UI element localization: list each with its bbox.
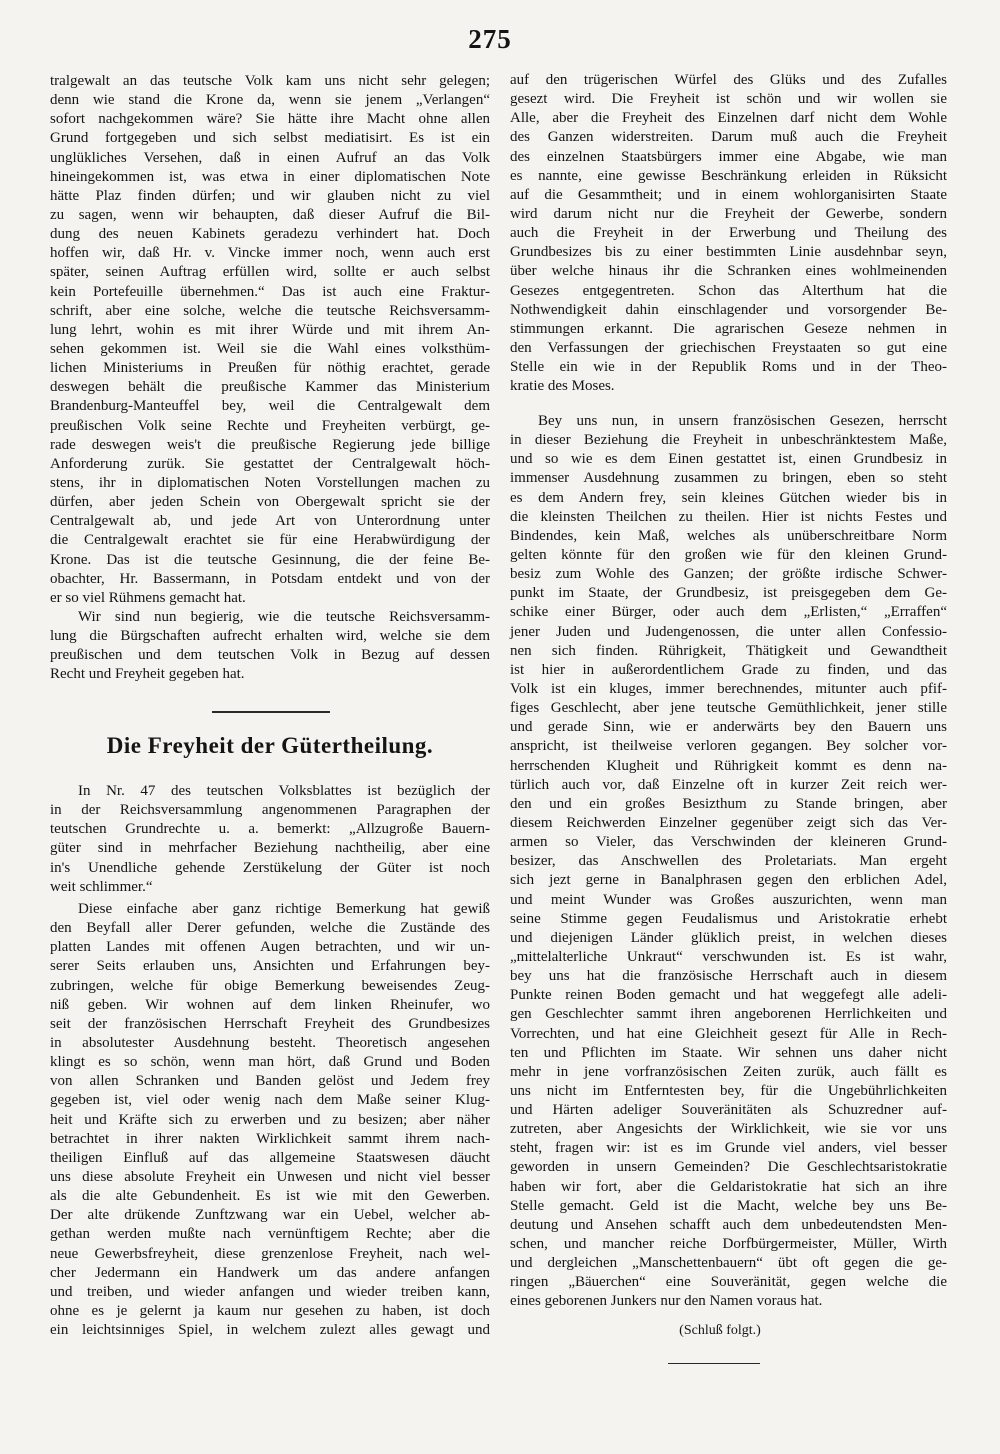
text-line: Gesezes entgegentreten. Schon das Alterthum hat die <box>510 282 947 299</box>
text-line: eines geborenen Junkers nur den Namen voraus hat. <box>510 1293 823 1310</box>
text-line: den und ein großes Besizthum zu Stande bringen, aber <box>510 795 947 812</box>
text-line: lung die Bürgschaften aufrecht erhalten wird, welche sie dem <box>50 628 490 645</box>
text-line: Anforderung zurük. Sie gestattet der Centralgewalt höch- <box>50 455 490 472</box>
text-line: herrschenden Klugheit und Rührigkeit kommt es denn na- <box>510 757 947 774</box>
text-line: uns diese absolute Freyheit ein Unwesen und nicht viel besser <box>50 1168 490 1185</box>
article-paragraph <box>510 412 947 1312</box>
text-line: und dergleichen „Manschettenbauern“ übt oft gegen die ge- <box>510 1255 947 1272</box>
text-line: punkt im Staate, der Grundbesiz, ist preisgegeben dem Ge- <box>510 585 947 602</box>
text-line: preußischen Volk seine Rechte und Freyheiten verbürgt, ge- <box>50 417 490 434</box>
text-line: uns nicht im Entferntesten bey, für die Ungebührlichkeiten <box>510 1082 947 1099</box>
text-line: nen sich finden. Rührigkeit, Thätigkeit und Gewandtheit <box>510 642 947 659</box>
text-line: Recht und Freyheit gegeben hat. <box>50 666 245 683</box>
text-line: Wir sind nun begierig, wie die teutsche Reichsversamm- <box>78 608 490 625</box>
text-line: platten Landes mit offenen Augen betrachten, und wir un- <box>50 939 490 956</box>
text-line: theiligen Einfluß auf das allgemeine Staatswesen däucht <box>50 1149 490 1166</box>
text-line: besizer, das Anschwellen des Proletariats. Man ergeht <box>510 853 947 870</box>
text-line: denn wie stand die Krone da, wenn sie jenem „Verlangen“ <box>50 92 490 109</box>
text-line: preußischen und dem teutschen Volk in Bezug auf dessen <box>50 647 490 664</box>
text-line: Grundbesizes bis zu einer bestimmten Linie ausdehnbar seyn, <box>510 244 947 261</box>
text-line: sich jezt gerne in Banalphrasen gegen den erblichen Adel, <box>510 872 947 889</box>
text-line: hineingekommen ist, was etwa in einer diplomatischen Note <box>50 168 490 185</box>
text-line: kein Portefeuille übernehmen.“ Das ist auch eine Fraktur- <box>50 283 490 300</box>
text-line: neue Gewerbsfreyheit, diese grenzenlose Freyheit, nach wel- <box>50 1245 490 1262</box>
text-line: haben wir fort, aber die Geldaristokratie hat sich an ihre <box>510 1178 947 1195</box>
text-line: unglükliches Versehen, daß in einen Aufruf an das Volk <box>50 149 490 166</box>
text-line: armen so Vieler, das Verschwinden der kleineren Grund- <box>510 834 947 851</box>
text-line: von allen Schranken und Banden gelöst und Jedem frey <box>50 1073 490 1090</box>
text-line: jener Juden und Judengenossen, die unter allen Confessio- <box>510 623 947 640</box>
text-line: rade deswegen weis't die preußische Regierung jede billige <box>50 436 490 453</box>
text-line: teutschen Grundrechte u. a. bemerkt: „Allzugroße Bauern- <box>50 821 490 838</box>
text-line: geworden in unsern Gemeinden? Die Geschlechtsaristokratie <box>510 1159 947 1176</box>
text-line: später, seinen Auftrag erfüllen wird, sollte er auch selbst <box>50 264 490 281</box>
text-line: es nannte, eine gewisse Beschränkung erleiden in Rüksicht <box>510 167 947 184</box>
text-line: immenser Ausdehnung zusammen zu bringen, eben so steht <box>510 470 947 487</box>
text-line: ist hier in außerordentlichem Grade zu finden, und das <box>510 661 947 678</box>
article-title: Die Freyheit der Gütertheilung. <box>106 733 434 758</box>
article-paragraph <box>50 900 490 1340</box>
text-line: und gerade Sinn, wie er anderwärts bey den Bauern uns <box>510 719 947 736</box>
text-line: sehen gekommen ist. Weil sie die Wahl eines volksthüm- <box>50 340 490 357</box>
text-line: Centralgewalt ab, und jede Art von Unterordnung unter <box>50 513 490 530</box>
text-line: über welche hinaus ihr die Schranken eines wohlmeinenden <box>510 263 947 280</box>
text-line: gesezt wird. Die Freyheit ist schön und wir wollen sie <box>510 91 947 108</box>
text-line: „mittelalterliche Unkraut“ verschwunden ist. Es ist wahr, <box>510 948 947 965</box>
text-line: hätte Plaz finden dürfen; und wir glauben nicht zu viel <box>50 187 490 204</box>
text-line: zu sagen, wenn wir behaupten, daß dieser Aufruf die Bil- <box>50 206 490 223</box>
text-line: in dieser Beziehung die Freyheit in unbeschränktestem Maße, <box>510 432 947 449</box>
text-line: in der Reichsversammlung angenommenen Paragraphen der <box>50 802 490 819</box>
text-line: auch die Freyheit in der Erwerbung und Theilung des <box>510 225 947 242</box>
text-line: in's Unendliche gehende Zerstükelung der Güter ist noch <box>50 859 490 876</box>
end-divider <box>668 1363 760 1364</box>
text-line: hoffen wir, daß Hr. v. Vincke immer noch, wenn auch erst <box>50 245 490 262</box>
text-line: ringen „Bäuerchen“ eine Souveränität, gegen welche die <box>510 1274 947 1291</box>
text-line: niß geben. Wir wohnen auf dem linken Rheinufer, wo <box>50 996 490 1013</box>
text-line: dung des neuen Kabinets geradezu verhindert hat. Doch <box>50 226 490 243</box>
text-line: und so wie es dem Einen gestattet ist, einen Grundbesiz in <box>510 451 947 468</box>
article-paragraph <box>510 71 947 396</box>
text-line: sofort nachgekommen wäre? Sie hätte ihre Macht ohne allen <box>50 111 490 128</box>
text-line: weit schlimmer.“ <box>50 878 153 895</box>
article-paragraph <box>50 782 490 897</box>
text-line: Grund fortgegeben und sich selbst mediatisirt. Es ist ein <box>50 130 490 147</box>
text-line: anspricht, ist theilweise verloren gegangen. Bey solcher vor- <box>510 738 947 755</box>
text-line: Brandenburg-Manteuffel bey, weil die Centralgewalt dem <box>50 398 490 415</box>
text-line: auf den trügerischen Würfel des Glüks und des Zufalles <box>510 72 947 88</box>
text-line: Stelle ein wie in der Republik Roms und in der Theo- <box>510 359 947 376</box>
text-line: als die alte Gebundenheit. Es ist wie mit den Gewerben. <box>50 1188 490 1205</box>
text-line: güter sind in mehrfacher Beziehung nachtheilig, aber eine <box>50 840 490 857</box>
text-line: heit und Kräfte sich zu erwerben und zu besizen; aber näher <box>50 1111 490 1128</box>
text-line: des Ganzen widerstreiten. Darum muß auch die Freyheit <box>510 129 947 146</box>
text-line: bey uns hat die französische Herrschaft auch in diesem <box>510 968 947 985</box>
text-line: Bey uns nun, in unsern französischen Gesezen, herrscht <box>538 413 947 429</box>
text-line: stens, ihr in diplomatischen Noten Vorstellungen machen zu <box>50 474 490 491</box>
text-line: seine Stimme gegen Feudalismus und Aristokratie erhebt <box>510 910 947 927</box>
text-line: deswegen behält die preußische Kammer das Ministerium <box>50 379 490 396</box>
text-line: schrift, aber eine solche, welche die teutsche Reichsversamm- <box>50 302 490 319</box>
text-line: auf die Gesammtheit; und in einem wohlorganisirten Staate <box>510 186 947 203</box>
text-line: tralgewalt an das teutsche Volk kam uns nicht sehr gelegen; <box>50 73 490 89</box>
text-line: und Härten adeliger Souveränitäten als Schuzredner auf- <box>510 1102 947 1119</box>
text-line: ohne es je gelernt ja kaum nur gesehen zu haben, ist doch <box>50 1302 490 1319</box>
text-line: es dem Andern frey, sein kleines Gütchen wieder bis in <box>510 489 947 506</box>
text-line: des einzelnen Staatsbürgers immer eine Abgabe, wie man <box>510 148 947 165</box>
text-line: klingt es so schön, wenn man hört, daß Grund und Boden <box>50 1054 490 1071</box>
text-line: lung lehrt, wohin es mit ihrer Würde und mit ihrem An- <box>50 321 490 338</box>
text-line: den Beyfall aller Derer gefunden, welche die Zustände des <box>50 920 490 937</box>
text-line: die kleinsten Theilchen zu theilen. Hier ist nichts Festes und <box>510 508 947 525</box>
text-line: gethan werden mußte nach vernünftigem Rechte; aber die <box>50 1226 490 1243</box>
continuation-note: (Schluß folgt.) <box>679 1323 761 1338</box>
text-line: seit der französischen Herrschaft Freyheit des Grundbesizes <box>50 1015 490 1032</box>
text-line: Der alte drükende Zunftzwang war ein Uebel, welcher ab- <box>50 1207 490 1224</box>
text-line: und meint Wunder was Großes auszurichten, wenn man <box>510 891 947 908</box>
text-line: dürfen, aber jeden Schein von Obergewalt spricht sie der <box>50 494 490 511</box>
text-line: deutung und Ansehen schafft auch dem unbedeutendsten Men- <box>510 1216 947 1233</box>
text-line: kratie des Moses. <box>510 378 615 395</box>
text-line: figes Geschlecht, aber jene teutsche Gemüthlichkeit, jener stille <box>510 700 947 717</box>
text-line: schen, und mancher reiche Dorfbürgermeister, Müller, Wirth <box>510 1236 947 1253</box>
text-line: Krone. Das ist die teutsche Gesinnung, die der feine Be- <box>50 551 490 568</box>
text-line: Punkte reinen Boden gemacht und hat weggefegt alle adeli- <box>510 987 947 1004</box>
text-line: den Verfassungen der griechischen Freystaaten so gut eine <box>510 339 947 356</box>
text-line: ten und Pflichten im Staate. Wir sehnen uns daher nicht <box>510 1044 947 1061</box>
section-divider <box>212 711 330 713</box>
text-line: Diese einfache aber ganz richtige Bemerkung hat gewiß <box>78 901 490 917</box>
text-line: stimmungen erkannt. Die agrarischen Geseze nehmen in <box>510 320 947 337</box>
paragraph <box>50 608 490 685</box>
text-line: Alle, aber die Freyheit des Einzelnen darf nicht dem Wohle <box>510 110 947 127</box>
text-line: zubringen, welche für obige Bemerkung beweisendes Zeug- <box>50 977 490 994</box>
text-line: Vorrechten, und hat eine Gleichheit gesezt für Alle in Rech- <box>510 1025 947 1042</box>
text-line: gelten könnte für den großen wie für den kleinen Grund- <box>510 546 947 563</box>
text-line: Bindendes, kein Maß, welches als unüberschreitbare Norm <box>510 527 947 544</box>
text-line: türlich auch vor, daß Einzelne oft in kurzer Zeit reich wer- <box>510 776 947 793</box>
text-line: ein leichtsinniges Spiel, in welchem zulezt alles gewagt und <box>50 1322 490 1339</box>
text-line: er so viel Rühmens gemacht hat. <box>50 589 246 606</box>
text-line: Volk ist ein kluges, immer berechnendes, mitunter auch pfif- <box>510 680 947 697</box>
text-line: schike einer Bürger, oder auch dem „Erlisten,“ „Erraffen“ <box>510 604 947 621</box>
text-line: gegeben ist, viel oder wenig nach dem Maße seiner Klug- <box>50 1092 490 1109</box>
text-line: und diejenigen Länder glüklich preist, in welchen dieses <box>510 929 947 946</box>
text-line: In Nr. 47 des teutschen Volksblattes ist bezüglich der <box>78 783 490 799</box>
text-line: in absolutester Ausdehnung besteht. Theoretisch angesehen <box>50 1034 490 1051</box>
text-line: betrachtet in ihrer nakten Wirklichkeit sammt ihrem nach- <box>50 1130 490 1147</box>
text-line: und treiben, und wieder anfangen und wieder treiben kann, <box>50 1283 490 1300</box>
text-line: besiz zum Wohle des Ganzen; der größte irdische Schwer- <box>510 566 947 583</box>
text-line: die Centralgewalt erachtet sie für eine Herabwürdigung der <box>50 532 490 549</box>
text-line: lichen Ministeriums in Preußen für nöthig erachtet, gerade <box>50 360 490 377</box>
page-number: 275 <box>468 24 512 54</box>
text-line: wird darum nicht nur die Freyheit der Gewerbe, sondern <box>510 205 947 222</box>
text-line: cher Jedermann ein Handwerk um das andere anfangen <box>50 1264 490 1281</box>
previous-article-text <box>50 72 490 685</box>
text-line: gen Geschlechter sammt ihren angeborenen Herrlichkeiten und <box>510 1006 947 1023</box>
text-line: Nothwendigkeit dahin einschlagender und vorsorgender Be- <box>510 301 947 318</box>
text-line: mehr in jene vorfranzösischen Zeiten zurük, auch fällt es <box>510 1063 947 1080</box>
text-line: obachter, Hr. Bassermann, in Potsdam entdekt und von der <box>50 570 490 587</box>
paragraph <box>50 72 490 608</box>
text-line: diesem Reichwerden Einzelner gegenüber zeigt sich das Ver- <box>510 814 947 831</box>
text-line: Stelle gemacht. Geld ist die Macht, welche bey uns Be- <box>510 1197 947 1214</box>
text-line: steht, fragen wir: ist es im Grunde viel anders, viel besser <box>510 1140 947 1157</box>
text-line: serer Seits erlauben uns, Ansichten und Erfahrungen bey- <box>50 958 490 975</box>
text-line: zutreten, aber Angesichts der Wirklichkeit, wie sie vor uns <box>510 1121 947 1138</box>
